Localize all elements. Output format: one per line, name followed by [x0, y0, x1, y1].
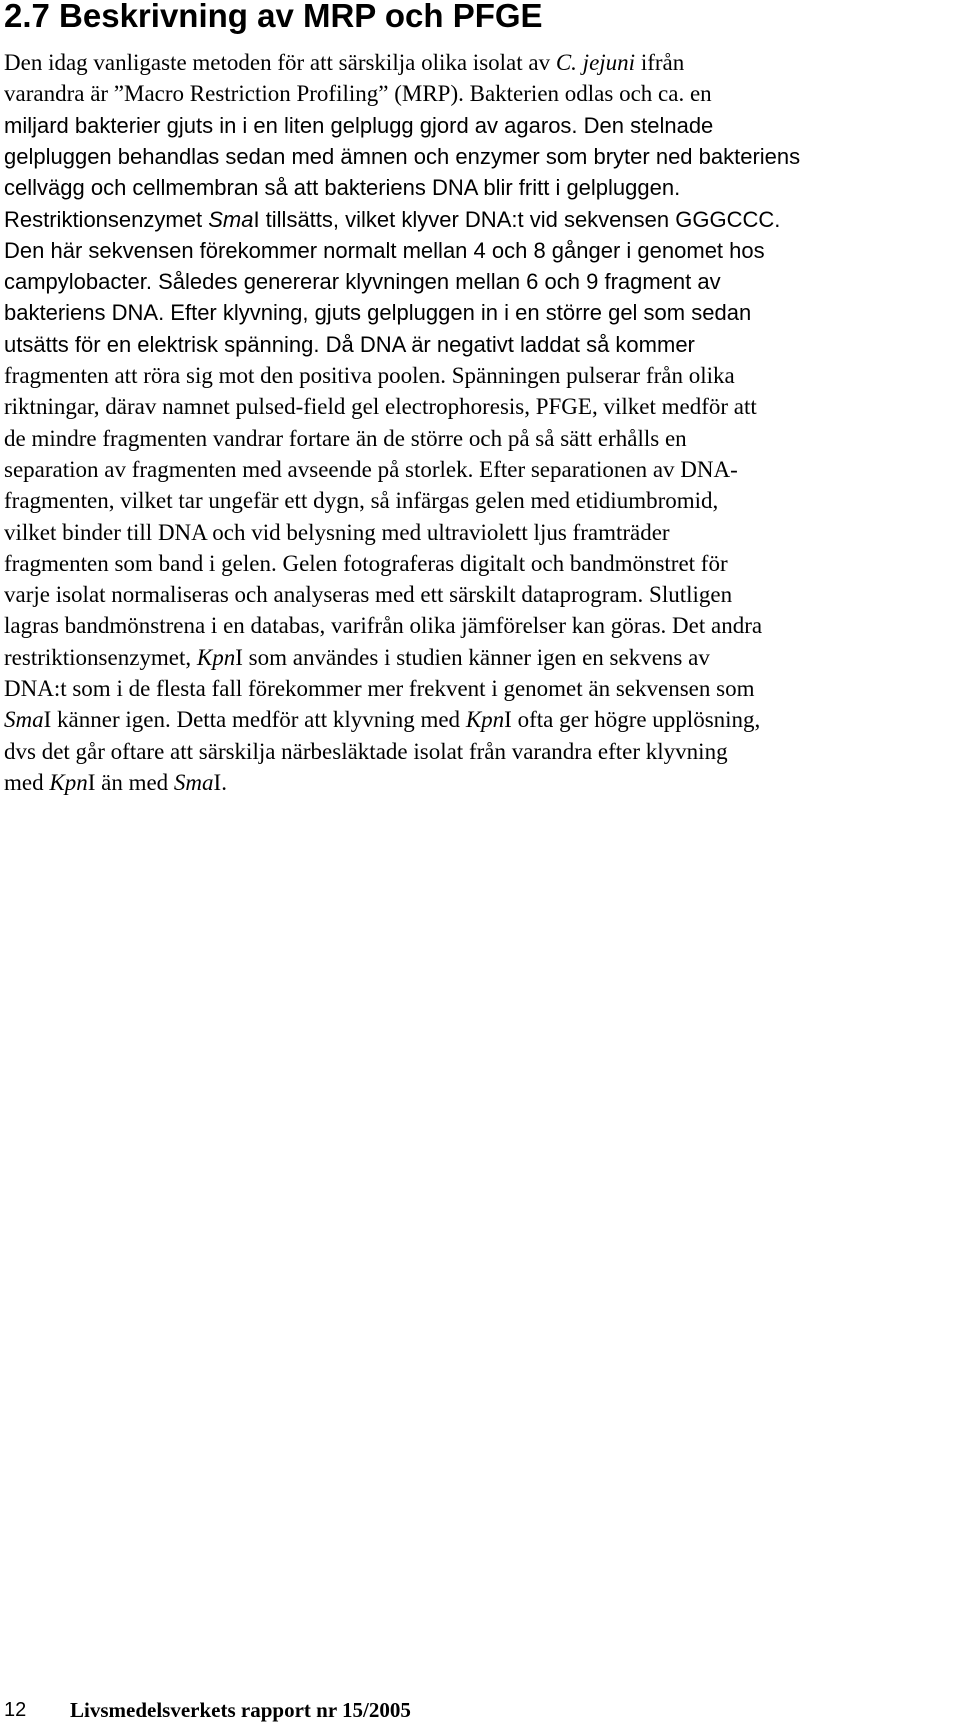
text-line	[4, 205, 780, 235]
italic-term: C. jejuni	[555, 50, 636, 75]
text-line	[4, 611, 762, 641]
text-segment: varje isolat normaliseras och analyseras med ett särskilt dataprogram. Slutligen	[4, 582, 733, 608]
text-segment: fragmenten att röra sig mot den positiva poolen. Spänningen pulserar från olika	[4, 363, 735, 388]
text-line	[4, 518, 670, 548]
text-line	[4, 173, 680, 203]
page-footer	[4, 1696, 411, 1724]
text-line	[4, 111, 713, 141]
text-segment: varandra är ”Macro Restriction Profiling” (MRP). Bakterien odlas och ca. en	[4, 81, 712, 107]
text-segment: bakteriens DNA. Efter klyvning, gjuts gelpluggen in i en större gel som sedan	[4, 300, 752, 326]
text-segment: riktningar, därav namnet pulsed-field gel electrophoresis, PFGE, vilket medför att	[4, 394, 757, 420]
text-segment: lagras bandmönstrena i en databas, varifrån olika jämförelser kan göras. Det andra	[4, 613, 763, 639]
text-line	[4, 486, 718, 516]
text-line	[4, 330, 695, 360]
italic-term: Kpn	[465, 707, 505, 733]
text-line	[4, 361, 735, 391]
text-line	[4, 549, 728, 579]
text-segment: miljard bakterier gjuts in i en liten gelplugg gjord av agaros. Den stelnade	[4, 112, 714, 138]
text-segment: I tillsätts, vilket klyver DNA:t vid sekvensen GGGCCC.	[253, 206, 781, 232]
italic-term: Sma	[173, 769, 214, 795]
text-line	[4, 737, 728, 767]
italic-term: Sma	[208, 206, 254, 232]
text-segment: med	[4, 769, 50, 795]
text-segment: I ofta ger högre upplösning,	[504, 707, 761, 733]
text-segment: de mindre fragmenten vandrar fortare än de större och på så sätt erhålls en	[4, 425, 687, 451]
text-segment: I.	[213, 769, 227, 795]
text-segment: separation av fragmenten med avseende på storlek. Efter separationen av DNA-	[4, 456, 738, 482]
text-segment: restriktionsenzymet,	[4, 644, 197, 670]
publication-title: Livsmedelsverkets rapport nr 15/2005	[70, 1698, 411, 1722]
text-line	[4, 455, 738, 485]
text-segment: ifrån	[635, 50, 685, 75]
text-segment: fragmenten, vilket tar ungefär ett dygn, så infärgas gelen med etidiumbromid,	[4, 488, 719, 514]
text-segment: Den här sekvensen förekommer normalt mellan 4 och 8 gånger i genomet hos	[4, 237, 765, 263]
text-line	[4, 424, 687, 454]
text-line	[4, 674, 754, 704]
text-segment: I än med	[87, 769, 174, 795]
text-segment: fragmenten som band i gelen. Gelen fotograferas digitalt och bandmönstret för	[4, 550, 728, 576]
text-segment: campylobacter. Således genererar klyvningen mellan 6 och 9 fragment av	[4, 269, 721, 295]
text-line	[4, 580, 732, 610]
italic-term: Kpn	[49, 769, 88, 795]
text-line	[4, 79, 712, 109]
italic-term: Sma	[4, 707, 44, 733]
text-line	[4, 643, 710, 673]
text-segment: dvs det går oftare att särskilja närbesläktade isolat från varandra efter klyvning	[4, 738, 728, 764]
text-line	[4, 142, 800, 172]
text-line	[4, 768, 227, 798]
text-segment: I som användes i studien känner igen en sekvens av	[235, 644, 710, 670]
page-number: 12	[4, 1699, 27, 1721]
text-segment: vilket binder till DNA och vid belysning med ultraviolett ljus framträder	[4, 519, 670, 545]
text-segment: utsätts för en elektrisk spänning. Då DNA är negativt laddat så kommer	[4, 331, 695, 357]
text-segment: cellvägg och cellmembran så att bakteriens DNA blir fritt i gelpluggen.	[4, 175, 681, 201]
text-line	[4, 236, 765, 266]
text-line	[4, 267, 721, 297]
section-heading: 2.7 Beskrivning av MRP och PFGE	[4, 0, 543, 34]
text-segment: Den idag vanligaste metoden för att särskilja olika isolat av	[4, 50, 556, 75]
text-segment: Restriktionsenzymet	[4, 206, 209, 232]
text-line	[4, 705, 760, 735]
italic-term: Kpn	[196, 644, 236, 670]
text-segment: I känner igen. Detta medför att klyvning med	[43, 707, 466, 733]
text-line	[4, 48, 684, 78]
text-line	[4, 392, 757, 422]
text-segment: DNA:t som i de flesta fall förekommer mer frekvent i genomet än sekvensen som	[4, 676, 755, 701]
text-line	[4, 298, 751, 328]
text-segment: gelpluggen behandlas sedan med ämnen och enzymer som bryter ned bakteriens	[4, 143, 801, 169]
